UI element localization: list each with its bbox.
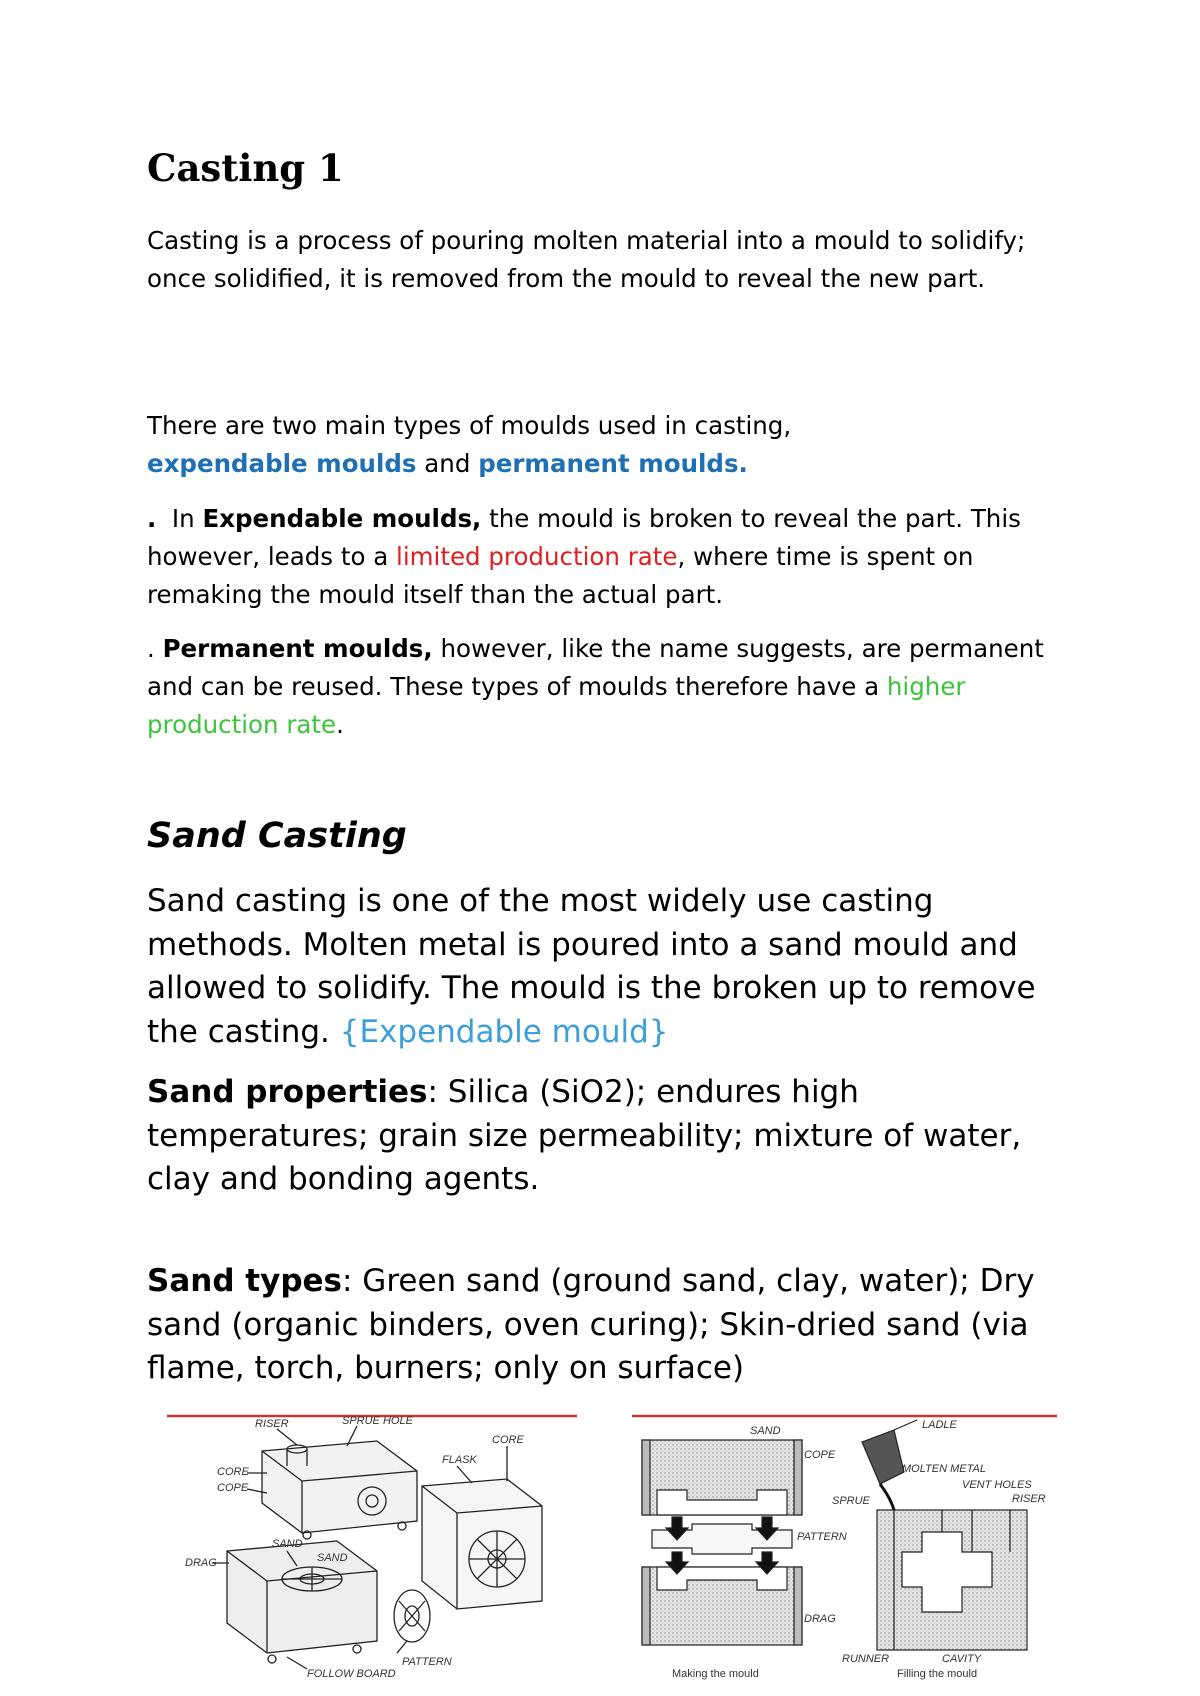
label-follow-board: FOLLOW BOARD: [307, 1668, 396, 1680]
label-ladle: LADLE: [922, 1419, 957, 1431]
caption-filling-mould: Filling the mould: [897, 1668, 978, 1680]
label-core-left: CORE: [217, 1466, 249, 1478]
sand-properties-paragraph: [147, 1071, 1077, 1202]
sand-types-text: : Green sand (ground sand, clay, water); Dry sand (organic binders, oven curing); Skin-dried sand (via flame, torch, burners; only on surface): [147, 1263, 1035, 1386]
label-sprue: SPRUE: [832, 1495, 870, 1507]
label-sprue-hole: SPRUE HOLE: [342, 1415, 413, 1427]
sand-mould-assembly-figure: [167, 1411, 577, 1681]
label-pattern: PATTERN: [402, 1656, 452, 1668]
intro-paragraph: Casting is a process of pouring molten material into a mould to solidify; once solidified, it is removed from the mould to reveal the new part.: [147, 226, 1026, 293]
expendable-moulds-term: expendable moulds: [147, 449, 417, 478]
sand-types-label: Sand types: [147, 1263, 342, 1299]
expendable-term: Expendable moulds,: [202, 504, 482, 533]
label-riser-right: RISER: [1012, 1493, 1046, 1505]
permanent-paragraph: [147, 630, 1077, 744]
permanent-text1: however, like the name suggests, are permanent and can be reused. These types of moulds therefore have a: [147, 634, 1044, 701]
sand-intro-text: Sand casting is one of the most widely use casting methods. Molten metal is poured into a sand mould and allowed to solidify. The mould is the broken up to remove the casting.: [147, 883, 1036, 1050]
mould-process-figure: [632, 1412, 1057, 1682]
expendable-paragraph: [147, 500, 1077, 614]
label-drag-right: DRAG: [804, 1613, 836, 1625]
label-sand-drag: SAND: [317, 1552, 348, 1564]
limited-production-rate: limited production rate: [396, 542, 678, 571]
permanent-moulds-term: permanent moulds.: [478, 449, 748, 478]
label-molten-metal: MOLTEN METAL: [902, 1463, 986, 1475]
permanent-text2: .: [336, 710, 344, 739]
mould-types-paragraph: [147, 407, 1077, 483]
expendable-mould-tag: {Expendable mould}: [339, 1013, 669, 1050]
expendable-lead: In: [171, 504, 195, 533]
label-drag: DRAG: [185, 1557, 217, 1569]
label-vent-holes: VENT HOLES: [962, 1479, 1032, 1491]
label-core-right: CORE: [492, 1434, 524, 1446]
permanent-term: Permanent moulds,: [162, 634, 433, 663]
expendable-text2: , where time is spent on remaking the mould itself than the actual part.: [147, 542, 974, 609]
label-cavity: CAVITY: [942, 1653, 982, 1665]
label-cope: COPE: [217, 1482, 249, 1494]
label-cope-right: COPE: [804, 1449, 836, 1461]
mould-types-lead: There are two main types of moulds used in casting,: [147, 411, 792, 440]
sand-intro-paragraph: [147, 880, 1077, 1054]
page-title: Casting 1: [147, 146, 344, 190]
higher-production-rate: higher production rate: [147, 672, 966, 739]
label-runner: RUNNER: [842, 1653, 890, 1665]
label-sand: SAND: [272, 1538, 303, 1550]
sand-types-paragraph: [147, 1260, 1077, 1391]
sand-properties-text: : Silica (SiO2); endures high temperatures; grain size permeability; mixture of water, clay and bonding agents.: [147, 1074, 1022, 1197]
expendable-text1: the mould is broken to reveal the part. This however, leads to a: [147, 504, 1021, 571]
expendable-bullet: .: [147, 504, 157, 533]
sand-casting-heading: Sand Casting: [147, 816, 407, 856]
sand-properties-label: Sand properties: [147, 1074, 428, 1110]
label-sand-right: SAND: [750, 1425, 781, 1437]
label-pattern-right: PATTERN: [797, 1531, 847, 1543]
label-riser: RISER: [255, 1418, 289, 1430]
mould-types-and: and: [424, 449, 471, 478]
label-flask: FLASK: [442, 1454, 477, 1466]
permanent-bullet: .: [147, 634, 155, 663]
caption-making-mould: Making the mould: [672, 1668, 759, 1680]
